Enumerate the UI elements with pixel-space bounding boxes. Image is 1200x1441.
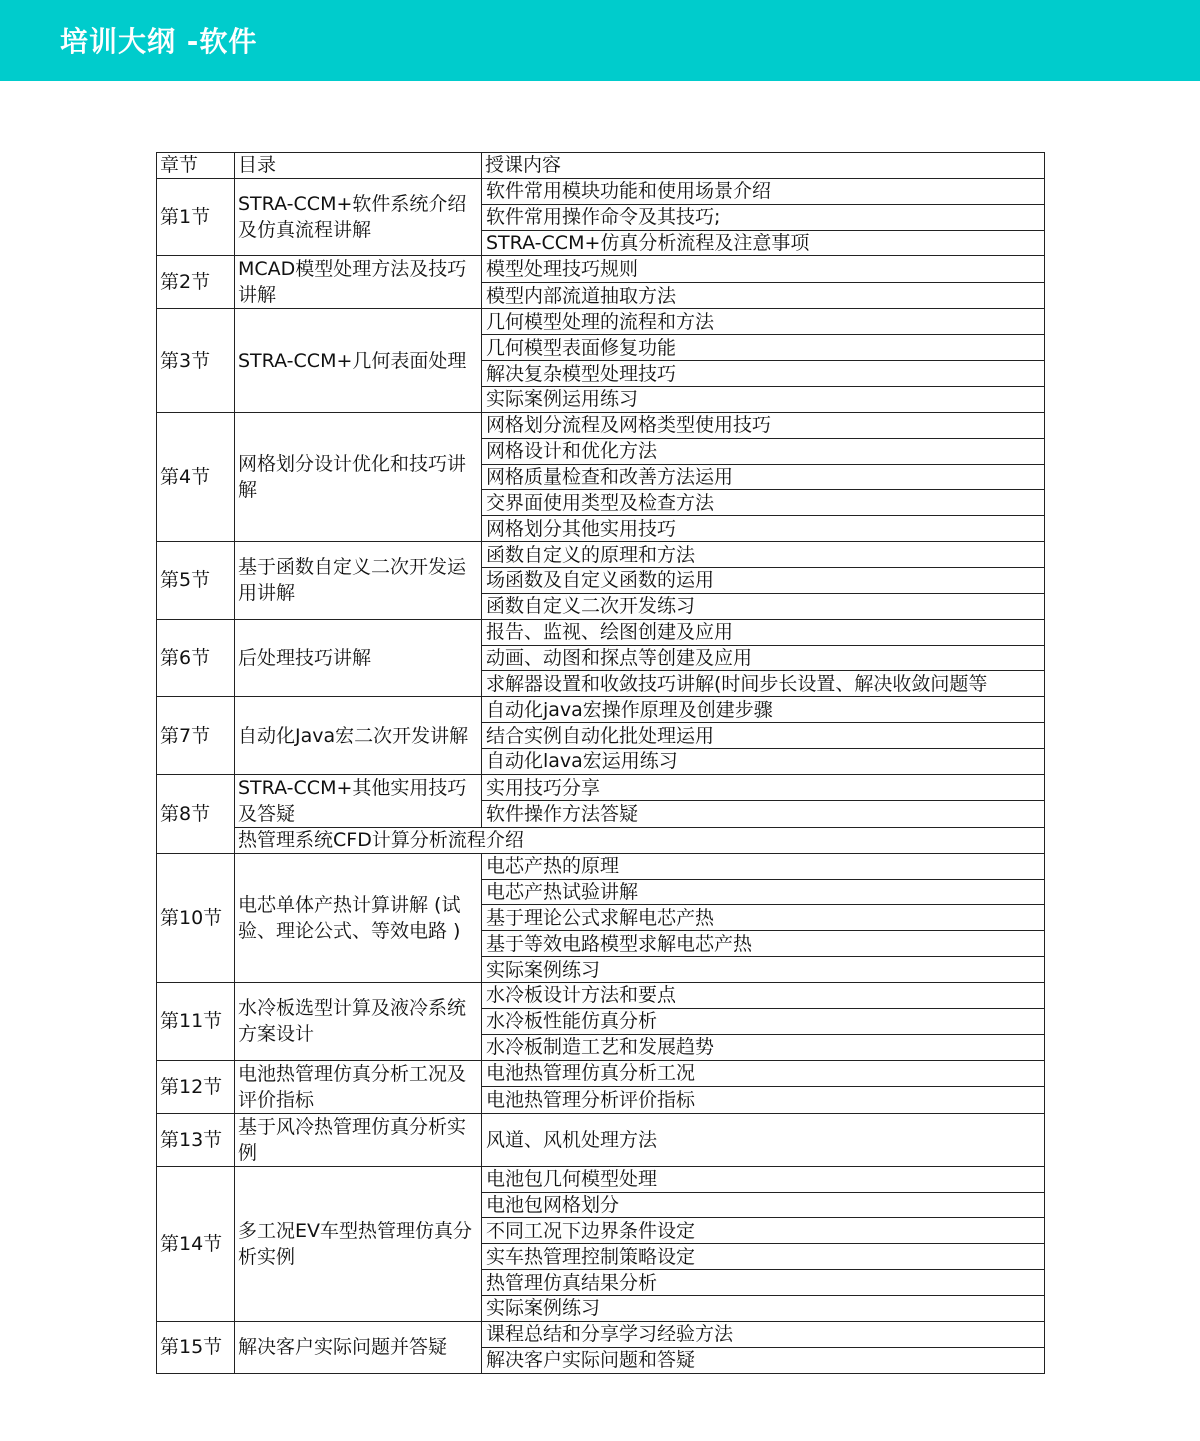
- content-cell: 网格设计和优化方法: [482, 438, 1045, 464]
- chapter-cell: 第5节: [157, 542, 235, 620]
- content-cell: 函数自定义的原理和方法: [482, 542, 1045, 568]
- content-cell: 软件常用模块功能和使用场景介绍: [482, 178, 1045, 204]
- content-cell: 软件操作方法答疑: [482, 801, 1045, 828]
- topic-cell: 电芯单体产热计算讲解 (试验、理论公式、等效电路 ): [235, 853, 482, 982]
- topic-cell: STRA-CCM+其他实用技巧及答疑: [235, 774, 482, 827]
- content-cell: 结合实例自动化批处理运用: [482, 723, 1045, 749]
- chapter-cell: 第7节: [157, 697, 235, 775]
- topic-cell: 后处理技巧讲解: [235, 619, 482, 697]
- chapter-cell: 第12节: [157, 1060, 235, 1113]
- content-cell: 电芯产热试验讲解: [482, 879, 1045, 905]
- syllabus-table: [156, 152, 1045, 1374]
- content-cell: 电池包网格划分: [482, 1192, 1045, 1218]
- content-cell: 场函数及自定义函数的运用: [482, 568, 1045, 594]
- chapter-cell: 第10节: [157, 853, 235, 982]
- content-cell: 实际案例练习: [482, 1295, 1045, 1321]
- content-cell: 函数自定义二次开发练习: [482, 593, 1045, 619]
- table-row: [157, 309, 1045, 335]
- content-cell: 网格质量检查和改善方法运用: [482, 464, 1045, 490]
- content-cell: 水冷板设计方法和要点: [482, 983, 1045, 1009]
- table-row: [157, 774, 1045, 801]
- content-cell: 课程总结和分享学习经验方法: [482, 1321, 1045, 1347]
- table-row: [157, 853, 1045, 879]
- content-cell: 自动化java宏操作原理及创建步骤: [482, 697, 1045, 723]
- topic-cell: MCAD模型处理方法及技巧讲解: [235, 256, 482, 309]
- chapter-cell: 第8节: [157, 774, 235, 853]
- content-cell: 求解器设置和收敛技巧讲解(时间步长设置、解决收敛问题等: [482, 671, 1045, 697]
- content-cell: 实用技巧分享: [482, 774, 1045, 801]
- table-row: [157, 412, 1045, 438]
- table-row: [157, 1113, 1045, 1166]
- content-cell: 模型处理技巧规则: [482, 256, 1045, 283]
- topic-cell: 电池热管理仿真分析工况及评价指标: [235, 1060, 482, 1113]
- table-row: [157, 983, 1045, 1009]
- table-row: [157, 542, 1045, 568]
- content-cell: 软件常用操作命令及其技巧;: [482, 204, 1045, 230]
- topic-cell: STRA-CCM+软件系统介绍及仿真流程讲解: [235, 178, 482, 256]
- content-cell: 交界面使用类型及检查方法: [482, 490, 1045, 516]
- content-cell: 解决复杂模型处理技巧: [482, 361, 1045, 387]
- header-topic: 目录: [235, 153, 482, 179]
- chapter-cell: 第1节: [157, 178, 235, 256]
- table-row: [157, 697, 1045, 723]
- content-cell: 实际案例运用练习: [482, 387, 1045, 413]
- content-cell: 电池热管理分析评价指标: [482, 1087, 1045, 1114]
- content-cell: 自动化lava宏运用练习: [482, 749, 1045, 775]
- header-chapter: 章节: [157, 153, 235, 179]
- chapter-cell: 第3节: [157, 309, 235, 412]
- content-cell: 解决客户实际问题和答疑: [482, 1347, 1045, 1373]
- content-cell: 基于理论公式求解电芯产热: [482, 905, 1045, 931]
- content-cell: 动画、动图和探点等创建及应用: [482, 645, 1045, 671]
- content-cell: 基于等效电路模型求解电芯产热: [482, 931, 1045, 957]
- content-cell: 实车热管理控制策略设定: [482, 1244, 1045, 1270]
- header-banner: [0, 0, 1200, 81]
- content-cell: 几何模型表面修复功能: [482, 335, 1045, 361]
- table-row: [157, 256, 1045, 283]
- chapter-cell: 第14节: [157, 1166, 235, 1321]
- content-cell: 模型内部流道抽取方法: [482, 282, 1045, 309]
- topic-cell: 网格划分设计优化和技巧讲解: [235, 412, 482, 541]
- content-cell: 电池热管理仿真分析工况: [482, 1060, 1045, 1087]
- table-row: [157, 1060, 1045, 1087]
- chapter-cell: 第15节: [157, 1321, 235, 1373]
- topic-cell: 自动化Java宏二次开发讲解: [235, 697, 482, 775]
- table-row: [157, 178, 1045, 204]
- content-cell: 电芯产热的原理: [482, 853, 1045, 879]
- table-header-row: [157, 153, 1045, 179]
- chapter-cell: 第11节: [157, 983, 235, 1061]
- content-cell: 几何模型处理的流程和方法: [482, 309, 1045, 335]
- content-cell: 报告、监视、绘图创建及应用: [482, 619, 1045, 645]
- content-cell: 风道、风机处理方法: [482, 1113, 1045, 1166]
- topic-cell: STRA-CCM+几何表面处理: [235, 309, 482, 412]
- content-cell: 热管理仿真结果分析: [482, 1270, 1045, 1296]
- chapter-cell: 第13节: [157, 1113, 235, 1166]
- table-row: [157, 619, 1045, 645]
- chapter-cell: 第6节: [157, 619, 235, 697]
- table-row: [157, 1166, 1045, 1192]
- content-cell: 实际案例练习: [482, 957, 1045, 983]
- content-cell: 电池包几何模型处理: [482, 1166, 1045, 1192]
- topic-cell: 解决客户实际问题并答疑: [235, 1321, 482, 1373]
- content-cell: 不同工况下边界条件设定: [482, 1218, 1045, 1244]
- content-cell: 网格划分其他实用技巧: [482, 516, 1045, 542]
- page-title: 培训大纲 -软件: [60, 25, 258, 58]
- content-cell: 水冷板制造工艺和发展趋势: [482, 1034, 1045, 1060]
- topic-cell: 基于函数自定义二次开发运用讲解: [235, 542, 482, 620]
- content-cell: 网格划分流程及网格类型使用技巧: [482, 412, 1045, 438]
- header-content: 授课内容: [482, 153, 1045, 179]
- topic-cell: 多工况EV车型热管理仿真分析实例: [235, 1166, 482, 1321]
- content-cell: 水冷板性能仿真分析: [482, 1008, 1045, 1034]
- spanning-topic-cell: 热管理系统CFD计算分析流程介绍: [235, 827, 1045, 853]
- table-row: [157, 1321, 1045, 1347]
- table-body: [157, 178, 1045, 1373]
- table-row: [157, 827, 1045, 853]
- topic-cell: 水冷板选型计算及液冷系统方案设计: [235, 983, 482, 1061]
- content-cell: STRA-CCM+仿真分析流程及注意事项: [482, 230, 1045, 256]
- chapter-cell: 第2节: [157, 256, 235, 309]
- topic-cell: 基于风冷热管理仿真分析实例: [235, 1113, 482, 1166]
- chapter-cell: 第4节: [157, 412, 235, 541]
